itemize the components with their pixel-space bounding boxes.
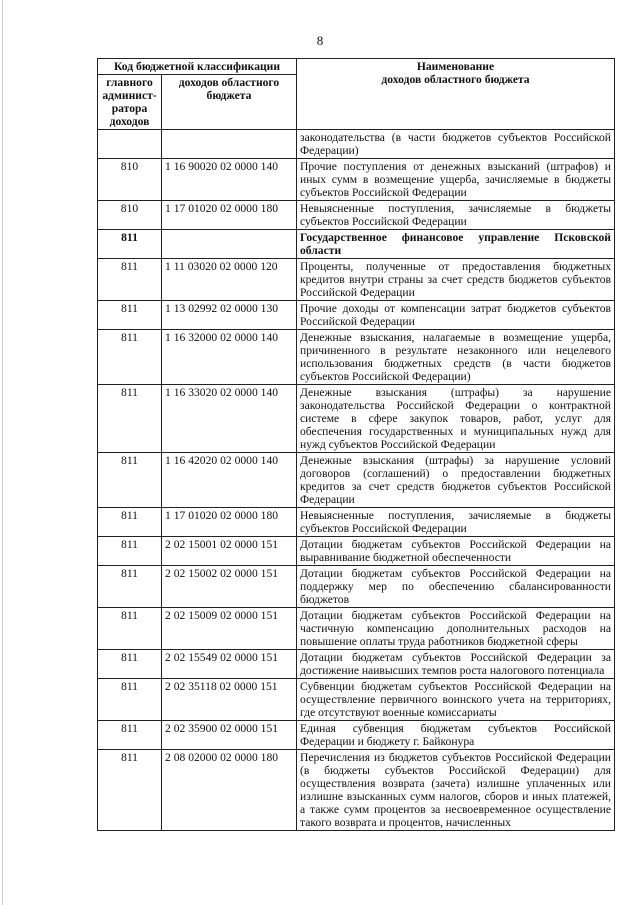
income-name-cell: Перечисления из бюджетов субъектов Российской Федерации (в бюджеты субъектов Российской Федерации) для осуществления возврата (зачета) излишне уплаченных или излишне взысканных сумм налогов, сборов и иных платежей, а также сумм процентов за несвоевременное осуществление такого возврата и процентов, начисленных	[297, 750, 615, 831]
income-name-cell: Дотации бюджетам субъектов Российской Федерации на частичную компенсацию дополнительных расходов на повышение оплаты труда работников бюджетной сферы	[297, 608, 615, 650]
income-code-cell: 2 02 35900 02 0000 151	[162, 721, 297, 750]
page-number: 8	[316, 33, 324, 48]
income-code-cell: 1 16 90020 02 0000 140	[162, 159, 297, 201]
table-header	[98, 59, 615, 130]
header-admin-line: ратора	[111, 102, 148, 115]
admin-code-cell: 810	[98, 201, 162, 230]
header-income-name	[297, 59, 615, 130]
admin-code-cell: 811	[98, 385, 162, 453]
header-admin-line: доходов	[109, 115, 150, 128]
scan-edge-line	[2, 0, 3, 905]
table-row	[98, 301, 615, 330]
admin-code-cell	[98, 130, 162, 159]
header-name-line: Наименование	[416, 60, 495, 73]
header-income-line: доходов областного	[178, 76, 280, 89]
header-regional-income	[162, 75, 297, 130]
table-row	[98, 721, 615, 750]
header-classification-code: Код бюджетной классификации	[98, 59, 297, 75]
table-row	[98, 508, 615, 537]
table-body	[98, 130, 615, 831]
income-name-cell: Денежные взыскания (штрафы) за нарушение законодательства Российской Федерации о контрактной системе в сфере закупок товаров, работ, услуг для обеспечения государственных и муниципальных нужд для нужд субъектов Российской Федерации	[297, 385, 615, 453]
table-row	[98, 201, 615, 230]
income-name-cell: Денежные взыскания, налагаемые в возмещение ущерба, причиненного в результате незаконного или нецелевого использования бюджетных средств (в части бюджетов субъектов Российской Федерации)	[297, 330, 615, 385]
admin-code-cell: 811	[98, 508, 162, 537]
table-row	[98, 230, 615, 259]
table-row	[98, 130, 615, 159]
income-code-cell: 2 08 02000 02 0000 180	[162, 750, 297, 831]
table-row	[98, 537, 615, 566]
income-name-cell: Дотации бюджетам субъектов Российской Федерации на выравнивание бюджетной обеспеченности	[297, 537, 615, 566]
table-row	[98, 566, 615, 608]
income-code-cell: 1 16 33020 02 0000 140	[162, 385, 297, 453]
admin-code-cell: 811	[98, 721, 162, 750]
income-name-cell: Невыясненные поступления, зачисляемые в бюджеты субъектов Российской Федерации	[297, 201, 615, 230]
income-name-cell: Субвенции бюджетам субъектов Российской Федерации на осуществление первичного воинского учета на территориях, где отсутствуют военные комиссариаты	[297, 679, 615, 721]
table-row	[98, 608, 615, 650]
income-name-cell: Государственное финансовое управление Псковской области	[297, 230, 615, 259]
admin-code-cell: 811	[98, 453, 162, 508]
admin-code-cell: 810	[98, 159, 162, 201]
header-name-line: доходов областного бюджета	[381, 73, 530, 86]
admin-code-cell: 811	[98, 259, 162, 301]
income-name-cell: Дотации бюджетам субъектов Российской Федерации на поддержку мер по обеспечению сбалансированности бюджетов	[297, 566, 615, 608]
admin-code-cell: 811	[98, 330, 162, 385]
income-name-cell: законодательства (в части бюджетов субъектов Российской Федерации)	[297, 130, 615, 159]
income-code-cell: 1 17 01020 02 0000 180	[162, 508, 297, 537]
income-name-cell: Единая субвенция бюджетам субъектов Российской Федерации и бюджету г. Байконура	[297, 721, 615, 750]
admin-code-cell: 811	[98, 608, 162, 650]
header-main-administrator	[98, 75, 162, 130]
income-code-cell: 1 11 03020 02 0000 120	[162, 259, 297, 301]
income-name-cell: Проценты, полученные от предоставления бюджетных кредитов внутри страны за счет средств бюджетов субъектов Российской Федерации	[297, 259, 615, 301]
table-row	[98, 159, 615, 201]
admin-code-cell: 811	[98, 650, 162, 679]
header-admin-line: главного	[106, 76, 153, 89]
income-code-cell: 2 02 15009 02 0000 151	[162, 608, 297, 650]
table-row	[98, 453, 615, 508]
table-row	[98, 259, 615, 301]
income-code-cell: 2 02 15549 02 0000 151	[162, 650, 297, 679]
income-code-cell: 2 02 15002 02 0000 151	[162, 566, 297, 608]
income-name-cell: Дотации бюджетам субъектов Российской Федерации за достижение наивысших темпов роста налогового потенциала	[297, 650, 615, 679]
table-row	[98, 330, 615, 385]
income-code-cell: 1 13 02992 02 0000 130	[162, 301, 297, 330]
header-income-line: бюджета	[206, 89, 252, 102]
income-code-cell: 2 02 15001 02 0000 151	[162, 537, 297, 566]
admin-code-cell: 811	[98, 566, 162, 608]
table-row	[98, 750, 615, 831]
income-code-cell: 1 16 42020 02 0000 140	[162, 453, 297, 508]
table-row	[98, 385, 615, 453]
income-code-cell	[162, 130, 297, 159]
income-code-cell: 1 16 32000 02 0000 140	[162, 330, 297, 385]
income-code-cell	[162, 230, 297, 259]
income-code-cell: 1 17 01020 02 0000 180	[162, 201, 297, 230]
header-admin-line: админист-	[102, 89, 157, 102]
table-row	[98, 679, 615, 721]
income-name-cell: Денежные взыскания (штрафы) за нарушение условий договоров (соглашений) о предоставлении бюджетных кредитов за счет средств бюджетов субъектов Российской Федерации	[297, 453, 615, 508]
admin-code-cell: 811	[98, 301, 162, 330]
income-name-cell: Прочие доходы от компенсации затрат бюджетов субъектов Российской Федерации	[297, 301, 615, 330]
income-name-cell: Невыясненные поступления, зачисляемые в бюджеты субъектов Российской Федерации	[297, 508, 615, 537]
admin-code-cell: 811	[98, 750, 162, 831]
admin-code-cell: 811	[98, 537, 162, 566]
income-code-cell: 2 02 35118 02 0000 151	[162, 679, 297, 721]
budget-classification-table	[97, 58, 615, 831]
admin-code-cell: 811	[98, 230, 162, 259]
income-name-cell: Прочие поступления от денежных взысканий (штрафов) и иных сумм в возмещение ущерба, зачисляемые в бюджеты субъектов Российской Федерации	[297, 159, 615, 201]
table-row	[98, 650, 615, 679]
admin-code-cell: 811	[98, 679, 162, 721]
